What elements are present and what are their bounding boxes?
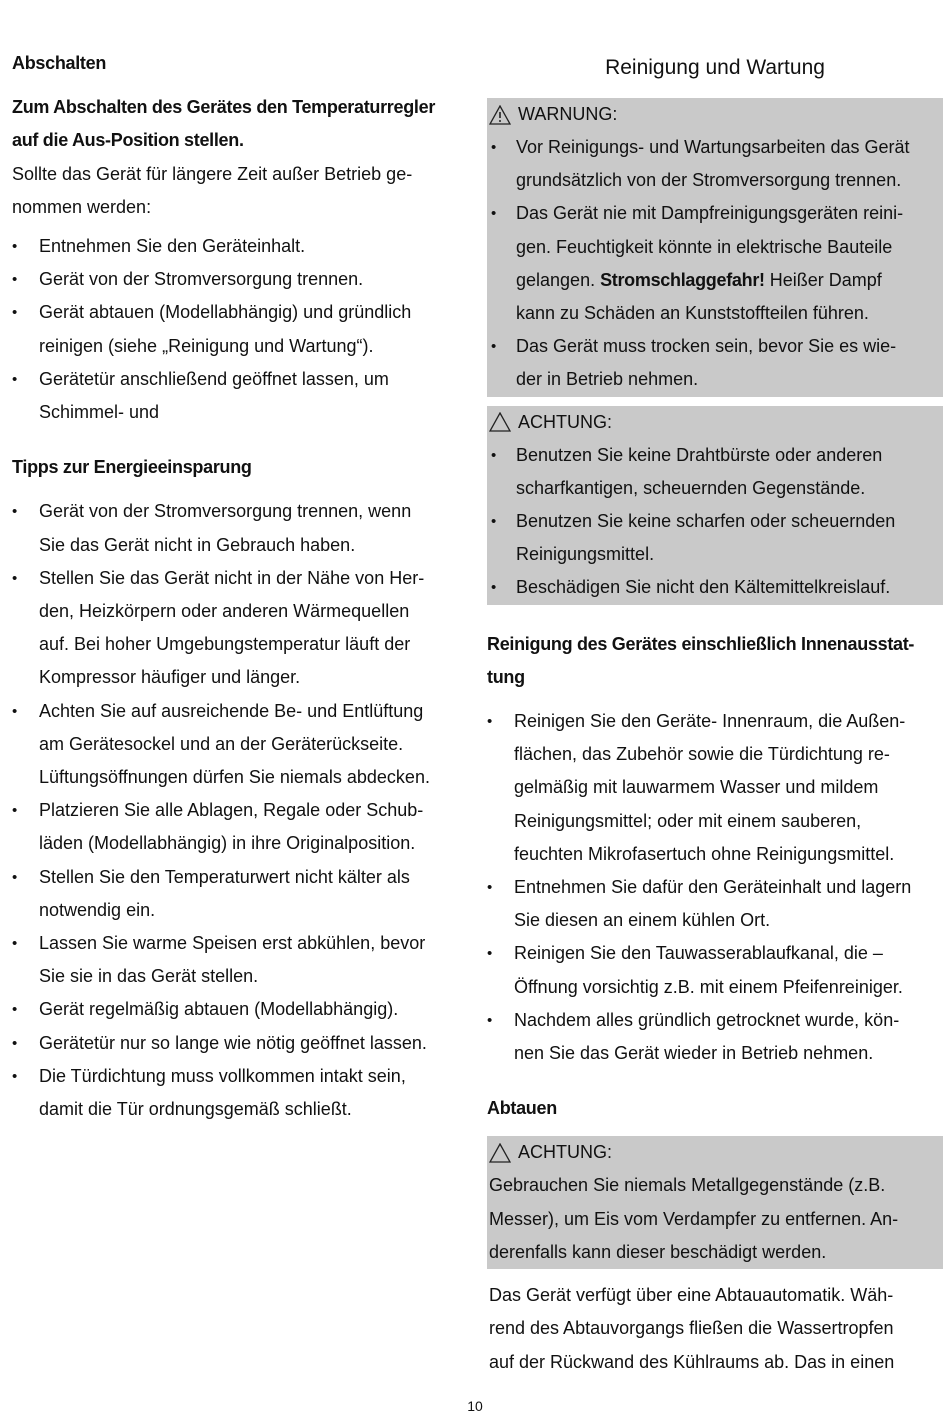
- list-item: • Gerätetür nur so lange wie nötig geöffnet lassen.: [12, 1027, 457, 1060]
- reinigung-list: [487, 705, 943, 1070]
- abschalten-heading: Abschalten: [12, 53, 107, 73]
- list-item: • Gerät von der Stromversorgung trennen, wenn Sie das Gerät nicht in Gebrauch haben.: [12, 495, 457, 561]
- warnung-list: [489, 131, 943, 397]
- warnung-label: WARNUNG:: [518, 104, 618, 124]
- caution-icon: [489, 1143, 511, 1163]
- warning-icon: [489, 105, 511, 125]
- stromschlag-warning: Stromschlaggefahr!: [600, 269, 765, 290]
- list-item: • Gerätetür anschließend geöffnet lassen, um Schimmel- und: [12, 363, 457, 429]
- tipps-list: [12, 495, 457, 1126]
- tipps-heading: Tipps zur Energieeinsparung: [12, 457, 252, 478]
- list-item: • Benutzen Sie keine Drahtbürste oder anderen scharfkantigen, scheuernden Gegenstände.: [489, 439, 943, 505]
- caution-icon: [489, 412, 511, 432]
- abtauen-achtung-label: ACHTUNG:: [518, 1142, 612, 1163]
- achtung-box: [487, 406, 943, 605]
- right-column: [487, 0, 943, 1379]
- list-item: • Stellen Sie den Temperaturwert nicht kälter als notwendig ein.: [12, 861, 457, 927]
- list-item: • Entnehmen Sie dafür den Geräteinhalt und lagern Sie diesen an einem kühlen Ort.: [487, 871, 943, 937]
- list-item: • Beschädigen Sie nicht den Kältemittelkreislauf.: [489, 571, 943, 604]
- list-item: • Das Gerät nie mit Dampfreinigungsgeräten reini- gen. Feuchtigkeit könnte in elektrische Bauteile gelangen. Stromschlaggefahr! Heißer Dampf kann zu Schäden an Kunststoffteilen führen.: [489, 197, 943, 330]
- section-title: Reinigung und Wartung: [605, 56, 825, 79]
- abtauen-achtung-box: ACHTUNG: Gebrauchen Sie niemals Metallgegenstände (z.B. Messer), um Eis vom Verdampfer zu entfernen. An- derenfalls kann dieser beschädigt werden.: [487, 1136, 943, 1269]
- list-item: • Vor Reinigungs- und Wartungsarbeiten das Gerät grundsätzlich von der Stromversorgung trennen.: [489, 131, 943, 197]
- abschalten-list: [12, 230, 457, 429]
- list-item: • Achten Sie auf ausreichende Be- und Entlüftung am Gerätesockel und an der Geräterückseite. Lüftungsöffnungen dürfen Sie niemals abdecken.: [12, 695, 457, 795]
- warnung-box: [487, 98, 943, 397]
- page-number: 10: [467, 1398, 483, 1414]
- reinigung-heading: Reinigung des Gerätes einschließlich Innenausstat- tung: [487, 633, 915, 687]
- achtung-label: ACHTUNG:: [518, 411, 612, 432]
- abschalten-intro-text: Sollte das Gerät für längere Zeit außer Betrieb ge- nommen werden:: [12, 163, 413, 217]
- list-item: • Gerät von der Stromversorgung trennen.: [12, 263, 457, 296]
- list-item: • Gerät regelmäßig abtauen (Modellabhängig).: [12, 993, 457, 1026]
- achtung-list: [489, 439, 943, 605]
- list-item: • Das Gerät muss trocken sein, bevor Sie es wie- der in Betrieb nehmen.: [489, 330, 943, 396]
- list-item: • Nachdem alles gründlich getrocknet wurde, kön- nen Sie das Gerät wieder in Betrieb nehmen.: [487, 1004, 943, 1070]
- abtauen-text: Das Gerät verfügt über eine Abtauautomatik. Wäh- rend des Abtauvorgangs fließen die Wassertropfen auf der Rückwand des Kühlraums ab. Das in einen: [489, 1285, 895, 1372]
- list-item: • Entnehmen Sie den Geräteinhalt.: [12, 230, 457, 263]
- list-item: • Reinigen Sie den Tauwasserablaufkanal, die – Öffnung vorsichtig z.B. mit einem Pfeifenreiniger.: [487, 937, 943, 1003]
- list-item: • Gerät abtauen (Modellabhängig) und gründlich reinigen (siehe „Reinigung und Wartung“).: [12, 296, 457, 362]
- abschalten-bold-text: Zum Abschalten des Gerätes den Temperaturregler auf die Aus-Position stellen.: [12, 97, 436, 151]
- list-item: • Reinigen Sie den Geräte- Innenraum, die Außen- flächen, das Zubehör sowie die Türdichtung re- gelmäßig mit lauwarmem Wasser und mildem Reinigungsmittel; oder mit einem sauberen, feuchten Mikrofasertuch ohne Reinigungsmittel.: [487, 705, 943, 871]
- list-item: • Benutzen Sie keine scharfen oder scheuernden Reinigungsmittel.: [489, 505, 943, 571]
- abtauen-heading: Abtauen: [487, 1098, 557, 1119]
- list-item: • Die Türdichtung muss vollkommen intakt sein, damit die Tür ordnungsgemäß schließt.: [12, 1060, 457, 1126]
- list-item: • Lassen Sie warme Speisen erst abkühlen, bevor Sie sie in das Gerät stellen.: [12, 927, 457, 993]
- list-item: • Stellen Sie das Gerät nicht in der Nähe von Her- den, Heizkörpern oder anderen Wärmequellen auf. Bei hoher Umgebungstemperatur läuft der Kompressor häufiger und länger.: [12, 562, 457, 695]
- left-column: [12, 0, 457, 1126]
- list-item: • Platzieren Sie alle Ablagen, Regale oder Schub- läden (Modellabhängig) in ihre Originalposition.: [12, 794, 457, 860]
